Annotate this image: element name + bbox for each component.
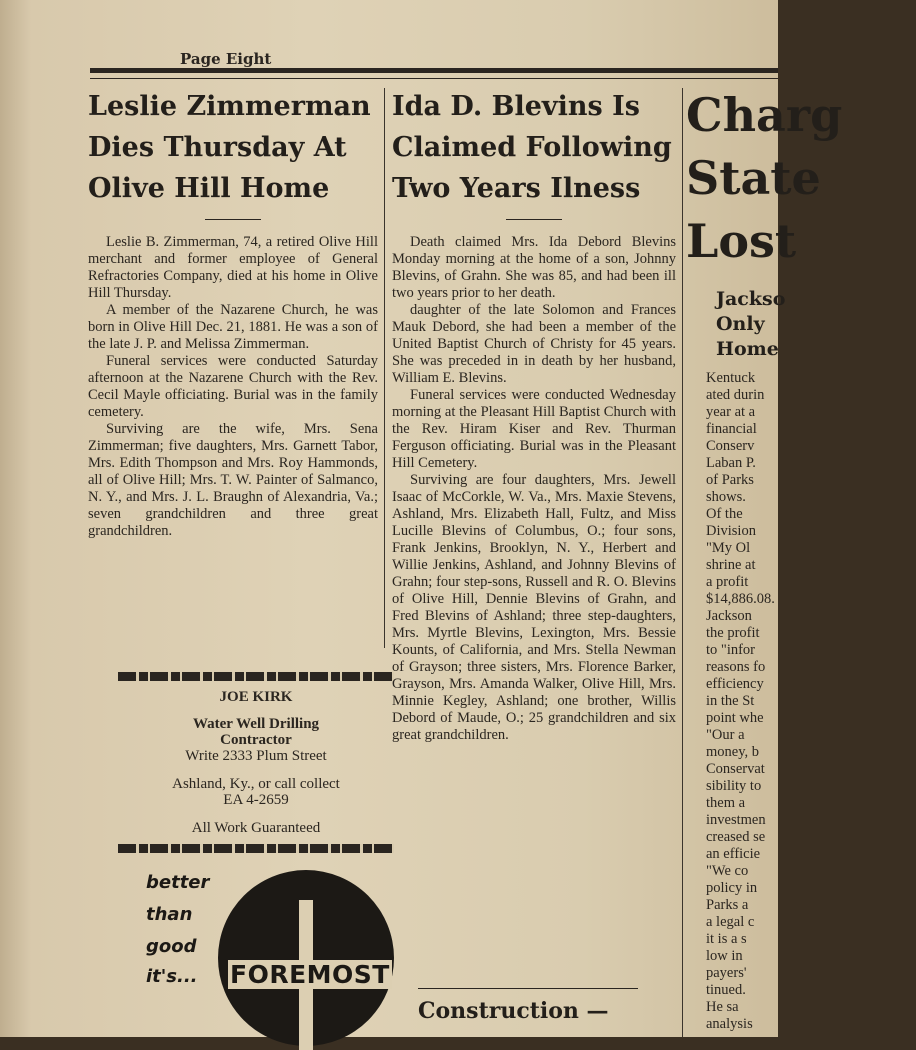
ad-line: Water Well Drilling	[192, 716, 320, 732]
foremost-slogan: it's...	[146, 966, 198, 987]
charges-headline: Charg State Lost	[686, 88, 843, 268]
ad-body	[118, 689, 394, 836]
ad-advertiser-name: JOE KIRK	[219, 689, 293, 705]
ad-line: All Work Guaranteed	[191, 820, 321, 836]
ad-border-bottom	[118, 844, 394, 853]
charges-article	[686, 84, 843, 1037]
foremost-slogan: than	[146, 904, 193, 925]
article-paragraph: Leslie B. Zimmerman, 74, a retired Olive Hill merchant and former employee of General Refractories Company, died at his home in Olive Hill Thursday.	[88, 234, 378, 301]
charges-subheadline: Jackso Only Home	[716, 288, 786, 360]
page-label: Page Eight	[180, 50, 272, 68]
ad-line: Ashland, Ky., or call collect	[172, 776, 340, 792]
column-divider-2	[682, 88, 683, 1037]
article-paragraph: Surviving are four daughters, Mrs. Jewell Isaac of McCorkle, W. Va., Mrs. Maxie Stevens, Ashland, Mrs. Elizabeth Hall, Fultz, and Miss Lucille Blevins of Columbus, O.; four sons, Frank Jenkins, Brooklyn, N. Y., Herbert and Willie Jenkins, Ashland, and Johnny Blevins of Grahn; four step-sons, Russell and R. O. Blevins of Olive Hill, Dennie Blevins of Grahn, and Fred Blevins of Ashland; three step-daughters, Mrs. Myrtle Blevins, Lexington, Mrs. Bessie Kounts, of California, and Mrs. Stella Newman of Grayson; three sisters, Mrs. Florence Barker, Grayson, Mrs. Amanda Walker, Olive Hill, Mrs. Minnie Kegley, Ashland; one brother, Willis Debord of Maude, O.; 25 grandchildren and six great grandchildren.	[392, 472, 676, 743]
blevins-article	[392, 86, 676, 744]
foremost-slogan: good	[146, 936, 197, 957]
charges-body: Kentuck ated durin year at a financial Conserv Laban P. of Parks shows. Of the Division "My Ol shrine at a profit $14,886.08. Jackson the profit to "infor reasons fo efficiency in the St point whe "Our a money, b Conservat sibility to them a investmen creased se an efficie "We co policy in Parks a a legal c it is a s low in payers' tinued. He sa analysis	[706, 370, 775, 1032]
article-paragraph: Funeral services were conducted Wednesday morning at the Pleasant Hill Baptist Church with the Rev. Hiram Kiser and Rev. Thurman Ferguson officiating. Burial was in the Pleasant Hill Cemetery.	[392, 387, 676, 471]
masthead-rule-thick	[90, 68, 778, 73]
headline-dash	[205, 219, 261, 220]
masthead-rule-thin	[90, 78, 778, 79]
headline-dash	[506, 219, 562, 220]
construction-headline: Construction —	[418, 998, 609, 1024]
zimmerman-article	[88, 86, 378, 540]
ad-border-top	[118, 672, 394, 681]
article-paragraph: Death claimed Mrs. Ida Debord Blevins Monday morning at the home of a son, Johnny Blevins, of Grahn. She was 85, and had been ill two years prior to her death.	[392, 234, 676, 301]
column-divider-1	[384, 88, 385, 648]
article-paragraph: daughter of the late Solomon and Frances Mauk Debord, she had been a member of the United Baptist Church of Christy for 45 years. She was preceded in in death by her husband, William E. Blevins.	[392, 302, 676, 386]
foremost-brand: FOREMOST	[230, 960, 390, 989]
zimmerman-headline: Leslie Zimmerman Dies Thursday At Olive Hill Home	[88, 91, 371, 204]
ad-line: Contractor	[220, 732, 292, 748]
article-paragraph: A member of the Nazarene Church, he was born in Olive Hill Dec. 21, 1881. He was a son of the late J. P. and Melissa Zimmerman.	[88, 302, 378, 352]
foremost-ad	[128, 860, 398, 1040]
article-paragraph: Funeral services were conducted Saturday afternoon at the Nazarene Church with the Rev. Cecil Mayle officiating. Burial was in the family cemetery.	[88, 353, 378, 420]
joe-kirk-ad	[118, 664, 394, 861]
ad-line: Write 2333 Plum Street	[185, 748, 327, 764]
foremost-slogan: better	[146, 872, 210, 893]
construction-rule	[418, 988, 638, 989]
ad-line: EA 4-2659	[223, 792, 289, 808]
article-paragraph: Surviving are the wife, Mrs. Sena Zimmerman; five daughters, Mrs. Garnett Tabor, Mrs. Edith Thompson and Mrs. Roy Hammonds, all of Olive Hill; Mrs. T. W. Painter of Salmanco, N. Y., and Mrs. J. L. Braughn of Alexandria, Va.; seven grandchildren and three great grandchildren.	[88, 421, 378, 539]
blevins-headline: Ida D. Blevins Is Claimed Following Two Years Ilness	[392, 91, 672, 204]
